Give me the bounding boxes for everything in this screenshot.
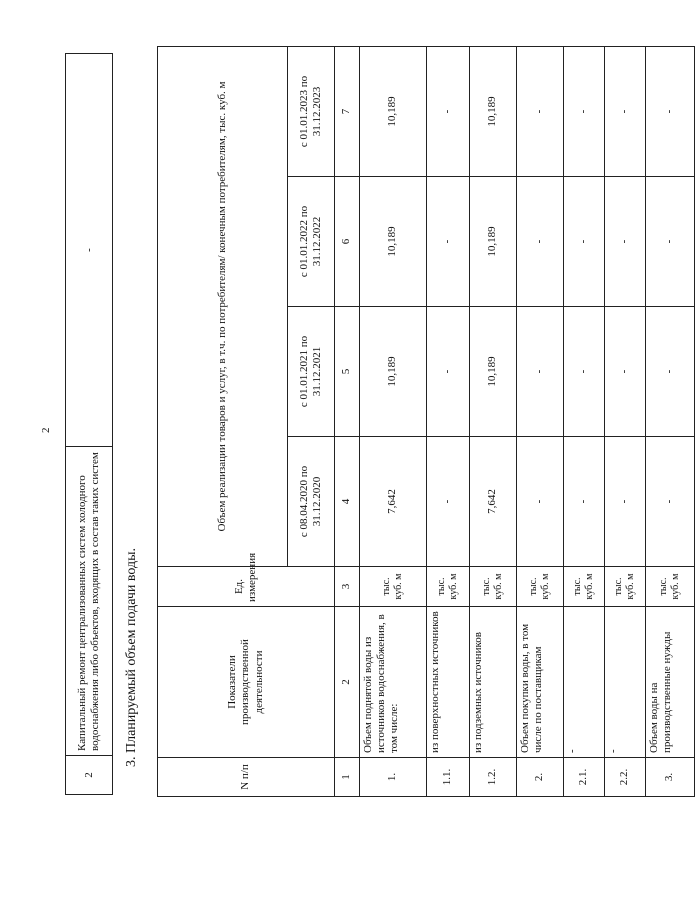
header-unit: Ед. измерения: [158, 567, 335, 607]
header-period: с 01.01.2022 по 31.12.2022: [288, 177, 335, 307]
row-indicator: -: [605, 607, 646, 758]
row-number: 2: [66, 756, 113, 795]
column-number: 7: [335, 46, 360, 176]
table-row: [605, 46, 646, 796]
row-value: -: [517, 46, 564, 176]
header-period: с 01.01.2023 по 31.12.2023: [288, 46, 335, 176]
water-supply-table: [157, 46, 695, 797]
row-value: -: [605, 437, 646, 567]
row-value: -: [564, 307, 605, 437]
row-indicator: из поверхностных источников: [427, 607, 470, 758]
table-row: [360, 46, 427, 796]
row-value: 7,642: [360, 437, 427, 567]
row-description: Капитальный ремонт централизованных систем холодного водоснабжения либо объектов, входящих в состав таких систем: [66, 447, 113, 756]
row-indicator: Объем поднятой воды из источников водоснабжения, в том числе:: [360, 607, 427, 758]
row-number: 2.2.: [605, 758, 646, 797]
table-row: [427, 46, 470, 796]
row-unit: тыс. куб. м: [470, 567, 517, 607]
row-value: -: [427, 307, 470, 437]
row-value: -: [605, 46, 646, 176]
row-number: 1.1.: [427, 758, 470, 797]
row-value: -: [427, 46, 470, 176]
column-number: 4: [335, 437, 360, 567]
header-period: с 08.04.2020 по 31.12.2020: [288, 437, 335, 567]
row-indicator: Объем воды на производственные нужды: [646, 607, 695, 758]
row-number: 3.: [646, 758, 695, 797]
row-value: -: [646, 437, 695, 567]
row-value: 10,189: [360, 177, 427, 307]
row-number: 1.2.: [470, 758, 517, 797]
row-value: -: [564, 46, 605, 176]
row-indicator: из подземных источников: [470, 607, 517, 758]
header-row: [158, 46, 288, 796]
row-value: -: [517, 177, 564, 307]
row-number: 1.: [360, 758, 427, 797]
row-unit: тыс. куб. м: [605, 567, 646, 607]
table-row: [646, 46, 695, 796]
row-value: -: [646, 177, 695, 307]
row-value: -: [427, 437, 470, 567]
row-value: 10,189: [360, 307, 427, 437]
column-number: 1: [335, 758, 360, 797]
row-value: -: [646, 307, 695, 437]
row-value: 10,189: [470, 46, 517, 176]
page-number: 2: [40, 427, 52, 433]
header-indicator: Показатели производственной деятельности: [158, 607, 335, 758]
row-value: -: [646, 46, 695, 176]
row-value: 7,642: [470, 437, 517, 567]
row-value: -: [66, 54, 113, 447]
row-value: -: [564, 177, 605, 307]
table-row: [66, 54, 113, 795]
header-n: N п/п: [158, 758, 335, 797]
row-indicator: Объем покупки воды, в том числе по поставщикам: [517, 607, 564, 758]
row-number: 2.: [517, 758, 564, 797]
row-unit: тыс. куб. м: [646, 567, 695, 607]
column-number: 2: [335, 607, 360, 758]
row-unit: тыс. куб. м: [427, 567, 470, 607]
column-number: 3: [335, 567, 360, 607]
section-heading: 3. Планируемый объем подачи воды.: [124, 547, 139, 767]
row-value: 10,189: [360, 46, 427, 176]
row-unit: тыс. куб. м: [360, 567, 427, 607]
row-value: -: [517, 437, 564, 567]
continuation-table: [65, 53, 113, 795]
row-value: -: [517, 307, 564, 437]
row-value: 10,189: [470, 177, 517, 307]
row-indicator: -: [564, 607, 605, 758]
table-row: [517, 46, 564, 796]
column-number: 5: [335, 307, 360, 437]
row-value: -: [427, 177, 470, 307]
row-unit: тыс. куб. м: [517, 567, 564, 607]
table-row: [564, 46, 605, 796]
row-number: 2.1.: [564, 758, 605, 797]
column-number-row: [335, 46, 360, 796]
row-unit: тыс. куб. м: [564, 567, 605, 607]
row-value: 10,189: [470, 307, 517, 437]
table-row: [470, 46, 517, 796]
header-period: с 01.01.2021 по 31.12.2021: [288, 307, 335, 437]
row-value: -: [605, 177, 646, 307]
header-group: Объем реализации товаров и услуг, в т.ч. по потребителям/ конечным потребителям, тыс. куб. м: [158, 46, 288, 566]
row-value: -: [605, 307, 646, 437]
row-value: -: [564, 437, 605, 567]
column-number: 6: [335, 177, 360, 307]
